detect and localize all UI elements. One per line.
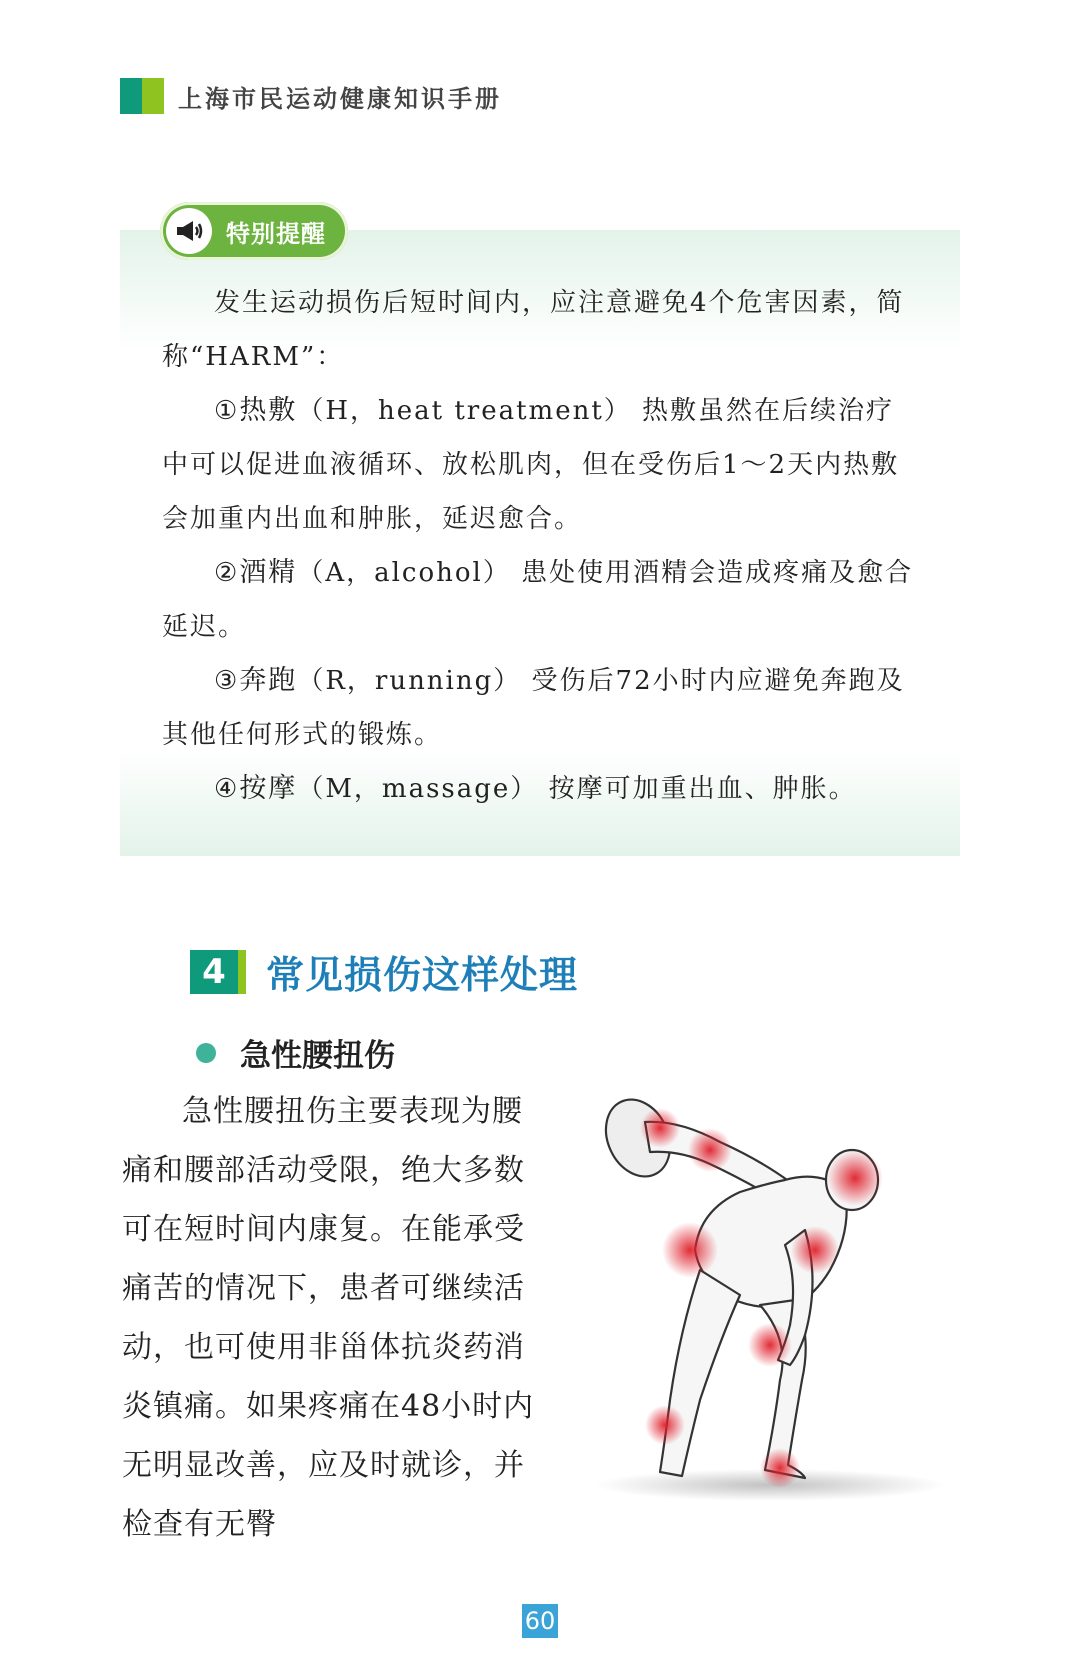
- item-english: （A，alcohol）: [297, 558, 511, 588]
- running-header: [120, 78, 502, 114]
- section-number: 4: [190, 950, 246, 994]
- item-english: （M，massage）: [297, 774, 539, 804]
- item-number: ④: [214, 774, 240, 804]
- body-paragraph: 急性腰扭伤主要表现为腰痛和腰部活动受限，绝大多数可在短时间内康复。在能承受痛苦的情况下，患者可继续活动，也可使用非甾体抗炎药消炎镇痛。如果疼痛在48小时内无明显改善，应及时就诊，并检查有无臀: [122, 1094, 535, 1542]
- item-keyword: 按摩: [239, 773, 298, 804]
- harm-item: [162, 384, 922, 546]
- item-text: 按摩可加重出血、肿胀。: [548, 774, 857, 804]
- item-number: ③: [214, 666, 240, 696]
- item-text: 受伤后72小时内应避免奔跑及其他任何形式的锻炼。: [162, 666, 905, 750]
- header-title: 上海市民运动健康知识手册: [178, 84, 502, 113]
- harm-item: [162, 546, 922, 654]
- section-heading: [190, 944, 578, 999]
- item-text: 热敷虽然在后续治疗中可以促进血液循环、放松肌肉，但在受伤后1～2天内热敷会加重内出血和肿胀，延迟愈合。: [162, 396, 900, 534]
- item-english: （H，heat treatment）: [297, 396, 632, 426]
- reminder-intro: 发生运动损伤后短时间内，应注意避免4个危害因素，简称“HARM”：: [162, 288, 905, 372]
- subsection-title: 急性腰扭伤: [240, 1038, 395, 1074]
- item-number: ①: [214, 396, 240, 426]
- item-keyword: 酒精: [239, 557, 298, 588]
- page-number: 60: [522, 1604, 558, 1638]
- harm-item: [162, 654, 922, 762]
- item-text: 患处使用酒精会造成疼痛及愈合延迟。: [162, 558, 914, 642]
- megaphone-icon: [166, 208, 212, 254]
- section-title: 常见损伤这样处理: [266, 953, 579, 997]
- header-bar-teal: [120, 78, 142, 114]
- item-english: （R，running）: [297, 666, 522, 696]
- discus-thrower-illustration: [590, 1080, 950, 1520]
- header-bar-green: [142, 78, 164, 114]
- item-keyword: 热敷: [239, 395, 298, 426]
- subsection-heading: [196, 1030, 395, 1075]
- bullet-icon: [196, 1043, 216, 1063]
- harm-item: [162, 762, 922, 816]
- body-text: [122, 1082, 542, 1554]
- reminder-badge-label: 特别提醒: [226, 219, 326, 248]
- reminder-badge: [160, 202, 348, 260]
- reminder-text: [162, 276, 922, 816]
- item-keyword: 奔跑: [239, 665, 298, 696]
- item-number: ②: [214, 558, 240, 588]
